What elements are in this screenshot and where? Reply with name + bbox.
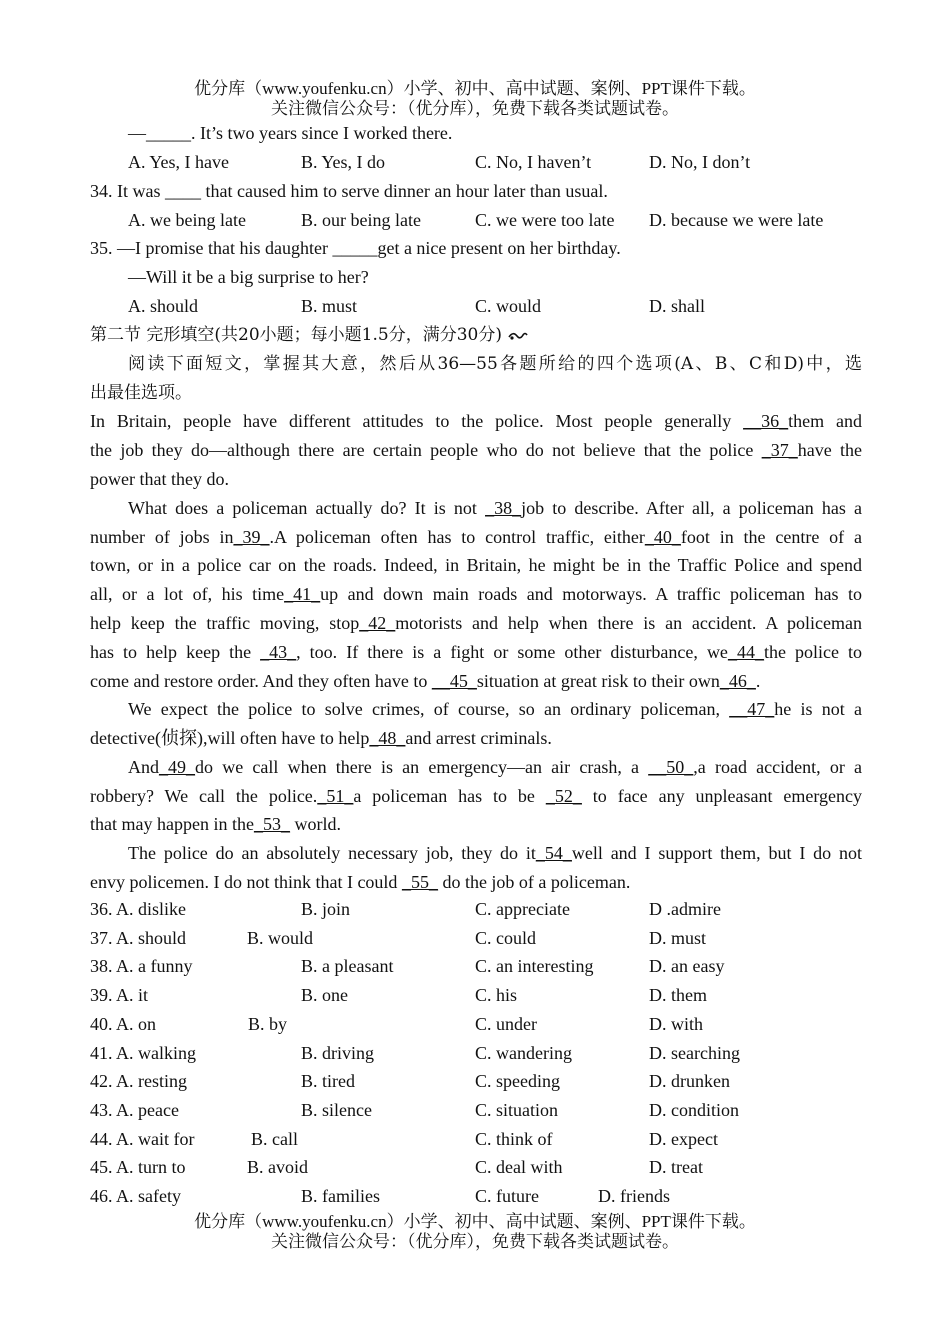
watermark-bottom-line2: 关注微信公众号：（优分库），免费下载各类试题试卷。 [271, 1232, 679, 1251]
answer-option: D. condition [649, 1099, 739, 1120]
passage-text: envy policemen. I do not think that I could [90, 872, 402, 892]
answer-option: 37. A. should [90, 927, 187, 948]
passage-line [90, 810, 862, 839]
blank: _55_ [401, 872, 438, 892]
passage-text: do the job of a policeman. [437, 872, 631, 892]
answer-option: 38. A. a funny [90, 956, 193, 977]
blank: _49_ [159, 757, 195, 777]
watermark-top-line2: 关注微信公众号：（优分库），免费下载各类试题试卷。 [271, 99, 679, 118]
passage-text: a policeman has to be [353, 786, 546, 806]
section-title-text: 第二节 完形填空(共20小题；每小题1.5分，满分30分) [90, 325, 502, 345]
answer-option: B. by [248, 1013, 288, 1034]
passage-text: And [128, 757, 159, 777]
answer-option: D. with [649, 1013, 703, 1034]
passage-text: them and [788, 411, 862, 431]
answer-option: D. expect [649, 1128, 718, 1149]
passage-text: up and down main roads and motorways. A traffic policeman has to [320, 584, 863, 604]
passage-text: robbery? We call the police. [90, 786, 318, 806]
passage-text: power that they do. [90, 469, 229, 489]
passage-text: he is not a [774, 699, 862, 719]
blank: _53_ [253, 814, 290, 834]
passage-text: number of jobs in [90, 527, 234, 547]
answer-option: C. wandering [475, 1042, 572, 1063]
answer-option: B. avoid [247, 1157, 308, 1178]
answer-option: C. future [475, 1186, 539, 1206]
answer-option: D. an easy [649, 956, 725, 977]
blank: _37_ [761, 440, 798, 460]
answer-option: 36. A. dislike [90, 899, 187, 919]
passage-text: world. [289, 814, 341, 834]
q35-option-d: D. shall [649, 296, 705, 316]
passage-line [90, 695, 862, 724]
passage-line [90, 638, 862, 667]
section-title [90, 321, 862, 350]
answer-option: C. speeding [475, 1071, 560, 1092]
passage-text: .A policeman often has to control traffic, either [269, 527, 645, 547]
passage-text: town, or in a police car on the roads. Indeed, in Britain, he might be in the Traffic Police and spend [90, 555, 862, 575]
passage-text: ,a road accident, or a [693, 757, 863, 777]
passage-line [90, 580, 862, 609]
answer-option: D. searching [649, 1042, 740, 1063]
passage-line [90, 551, 862, 580]
blank: _52_ [545, 786, 582, 806]
answer-option: 45. A. turn to [90, 1157, 186, 1178]
passage-line [90, 523, 862, 552]
q34-option-d: D. because we were late [649, 210, 824, 230]
passage-text: . [755, 671, 761, 691]
passage-line [90, 609, 862, 638]
passage-line [90, 407, 862, 436]
passage-line [90, 753, 862, 782]
blank: _54_ [535, 843, 572, 863]
passage-line [90, 465, 862, 494]
passage-text: What does a policeman actually do? It is not [128, 498, 486, 518]
blank: _51_ [317, 786, 354, 806]
answer-option: C. appreciate [475, 899, 570, 919]
q34-option-c: C. we were too late [475, 210, 615, 230]
watermark-top-line1: 优分库（www.youfenku.cn）小学、初中、高中试题、案例、PPT课件下载。 [194, 79, 756, 98]
passage-text: , too. If there is a fight or some other disturbance, we [296, 642, 728, 662]
blank: _41_ [284, 584, 321, 604]
blank: _46_ [719, 671, 756, 691]
answer-option: D. treat [649, 1157, 703, 1178]
q33-option-d: D. No, I don’t [649, 152, 751, 172]
q33-option-b: B. Yes, I do [301, 152, 386, 172]
answer-option: 41. A. walking [90, 1042, 196, 1063]
passage-line [90, 494, 862, 523]
passage-text: well and I support them, but I do not [571, 843, 862, 863]
q35-option-b: B. must [301, 296, 358, 316]
passage-text: detective(侦探),will often have to help [90, 728, 370, 748]
answer-option: B. a pleasant [301, 956, 394, 977]
blank: _48_ [369, 728, 406, 748]
passage-line [90, 667, 862, 696]
answer-option: C. an interesting [475, 956, 594, 977]
q34-option-a: A. we being late [128, 210, 246, 230]
blank: __45_ [431, 671, 477, 691]
passage-line [90, 839, 862, 868]
answer-option: B. silence [301, 1099, 372, 1120]
answer-option: C. deal with [475, 1157, 563, 1178]
passage-text: motorists and help when there is an accident. A policeman [395, 613, 862, 633]
passage-text: The police do an absolutely necessary job, they do it [128, 843, 536, 863]
passage-text: In Britain, people have different attitudes to the police. Most people generally [90, 411, 744, 431]
answer-option: D. friends [598, 1186, 670, 1206]
answer-option: 42. A. resting [90, 1071, 187, 1092]
watermark-bottom-line1: 优分库（www.youfenku.cn）小学、初中、高中试题、案例、PPT课件下载。 [194, 1212, 756, 1231]
q35-option-c: C. would [475, 296, 542, 316]
passage-text: all, or a lot of, his time [90, 584, 285, 604]
passage-line [90, 436, 862, 465]
q35-reply: —Will it be a big surprise to her? [128, 267, 369, 287]
passage-text: We expect the police to solve crimes, of course, so an ordinary policeman, [128, 699, 730, 719]
answer-option: B. join [301, 899, 351, 919]
passage-text: to face any unpleasant emergency [581, 786, 863, 806]
answer-option: B. call [251, 1128, 298, 1149]
passage-text: and arrest criminals. [405, 728, 552, 748]
answer-option: 40. A. on [90, 1013, 157, 1034]
blank: _44_ [727, 642, 764, 662]
passage-text: foot in the centre of a [680, 527, 862, 547]
ornament-icon [507, 329, 529, 343]
answer-option: D .admire [649, 899, 721, 919]
answer-option: C. could [475, 927, 536, 948]
passage-text: situation at great risk to their own [476, 671, 720, 691]
blank: _43_ [260, 642, 297, 662]
blank: __50_ [648, 757, 694, 777]
answer-option: D. must [649, 927, 707, 948]
blank: _40_ [644, 527, 681, 547]
passage-text: job to describe. After all, a policeman has a [521, 498, 862, 518]
passage-line [90, 724, 862, 753]
section-instruction-2: 出最佳选项。 [90, 383, 192, 403]
blank: __47_ [729, 699, 775, 719]
passage-text: come and restore order. And they often have to [90, 671, 432, 691]
answer-option: C. under [475, 1013, 537, 1034]
answer-option: 43. A. peace [90, 1099, 179, 1120]
blank: _38_ [485, 498, 522, 518]
answer-option: B. would [247, 927, 314, 948]
q35-prompt: 35. —I promise that his daughter _____get a nice present on her birthday. [90, 238, 621, 258]
answer-option: B. driving [301, 1042, 375, 1063]
passage-text: the job they do—although there are certain people who do not believe that the police [90, 440, 762, 460]
section-instruction-1: 阅读下面短文，掌握其大意，然后从36—55各题所给的四个选项(A、B、C和D)中，选 [128, 354, 862, 374]
answer-option: B. one [301, 985, 348, 1006]
passage-text: have the [797, 440, 862, 460]
q34-option-b: B. our being late [301, 210, 421, 230]
passage-line [90, 868, 862, 897]
answer-option: B. families [301, 1186, 380, 1206]
answer-option: C. his [475, 985, 518, 1006]
passage-line [90, 782, 862, 811]
answer-option: D. drunken [649, 1071, 730, 1092]
answer-option: B. tired [301, 1071, 355, 1092]
passage-text: the police to [763, 642, 862, 662]
passage-text: that may happen in the [90, 814, 254, 834]
blank: _42_ [359, 613, 396, 633]
answer-option: C. think of [475, 1128, 553, 1149]
q35-option-a: A. should [128, 296, 199, 316]
q34-prompt: 34. It was ____ that caused him to serve dinner an hour later than usual. [90, 181, 608, 201]
blank: __36_ [743, 411, 789, 431]
answer-option: D. them [649, 985, 707, 1006]
answer-option: 44. A. wait for [90, 1128, 195, 1149]
passage-text: help keep the traffic moving, stop [90, 613, 360, 633]
answer-option: 39. A. it [90, 985, 149, 1006]
q33-reply: —_____. It’s two years since I worked there. [128, 123, 453, 143]
answer-option: 46. A. safety [90, 1186, 181, 1206]
passage-text: has to help keep the [90, 642, 261, 662]
answer-option: C. situation [475, 1099, 559, 1120]
passage-text: do we call when there is an emergency—an air crash, a [195, 757, 649, 777]
blank: _39_ [233, 527, 270, 547]
q33-option-a: A. Yes, I have [128, 152, 229, 172]
q33-option-c: C. No, I haven’t [475, 152, 592, 172]
